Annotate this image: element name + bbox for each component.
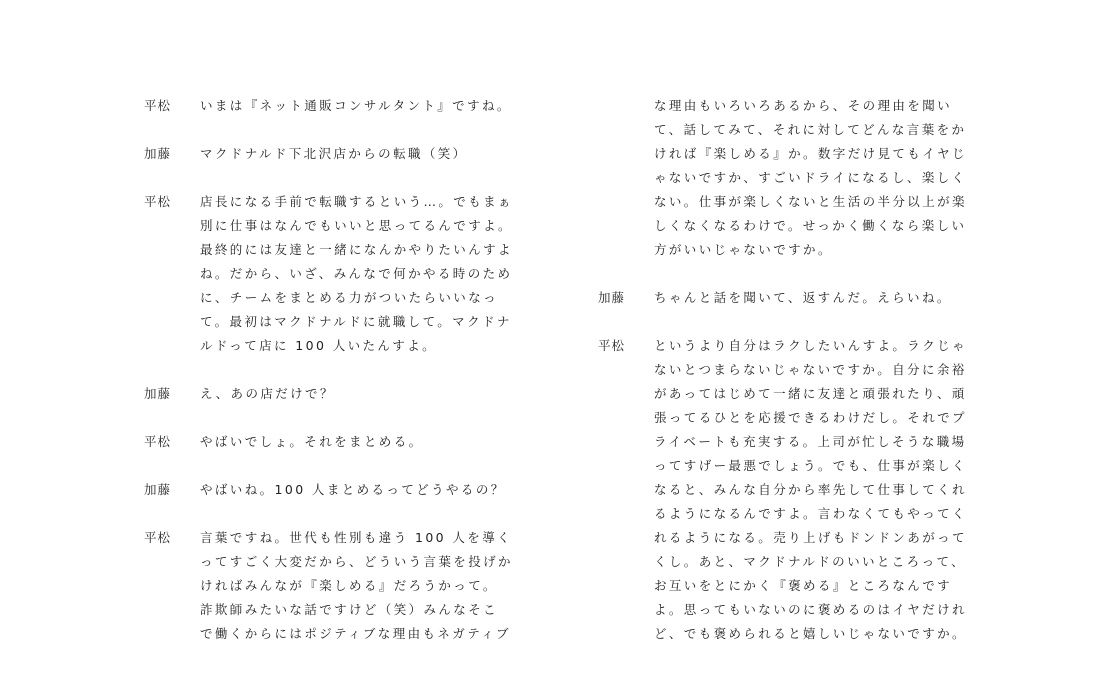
dialogue-line: れるようになる。売り上げもドンドンあがって [654, 530, 967, 545]
left-column [144, 94, 513, 646]
paragraph-spacer [144, 166, 504, 190]
dialogue-line: ければ『楽しめる』か。数字だけ見てもイヤじ [654, 146, 967, 161]
dialogue-line: 別に仕事はなんでもいいと思ってるんですよ。 [200, 218, 513, 233]
dialogue-line: 張ってるひとを応援できるわけだし。それでプ [654, 410, 967, 425]
dialogue-entry [144, 382, 504, 406]
dialogue-line: ライベートも充実する。上司が忙しそうな職場 [654, 434, 967, 449]
speaker-name: 加藤 [144, 386, 172, 401]
dialogue-line: くし。あと、マクドナルドのいいところって、 [654, 554, 967, 569]
dialogue-text [200, 478, 506, 502]
dialogue-line: 店長になる手前で転職するという…。でもまぁ [200, 194, 513, 209]
speaker-name: 平松 [144, 98, 172, 113]
dialogue-line: て。最初はマクドナルドに就職して。マクドナ [200, 314, 512, 329]
speaker-name: 加藤 [144, 482, 172, 497]
dialogue-line: で働くからにはポジティブな理由もネガティブ [200, 626, 511, 641]
dialogue-entry [144, 142, 504, 166]
dialogue-line: お互いをとにかく『褒める』ところなんです [654, 578, 953, 593]
speaker-name: 平松 [144, 530, 172, 545]
dialogue-line: ない。仕事が楽しくないと生活の半分以上が楽 [654, 194, 967, 209]
dialogue-line: 方がいいじゃないですか。 [654, 242, 833, 257]
paragraph-spacer [144, 118, 504, 142]
dialogue-text [200, 526, 513, 646]
dialogue-entry [144, 94, 512, 118]
dialogue-text [200, 94, 512, 118]
right-column [598, 94, 967, 646]
paragraph-spacer [144, 454, 504, 478]
paragraph-spacer [144, 502, 504, 526]
dialogue-text [200, 190, 513, 358]
dialogue-line: ど、でも褒められると嬉しいじゃないですか。 [654, 626, 967, 641]
speaker-name: 加藤 [598, 290, 626, 305]
dialogue-entry [144, 526, 513, 646]
dialogue-line: ければみんなが『楽しめる』だろうかって。 [200, 578, 498, 593]
speaker-name: 平松 [598, 338, 626, 353]
paragraph-spacer [144, 358, 504, 382]
dialogue-line: よ。思ってもいないのに褒めるのはイヤだけれ [654, 602, 967, 617]
dialogue-entry [144, 478, 504, 502]
dialogue-line: え、あの店だけで？ [200, 386, 335, 401]
paragraph-spacer [144, 406, 504, 430]
dialogue-text [200, 142, 504, 166]
dialogue-entry [598, 94, 967, 262]
dialogue-line: しくなくなるわけで。せっかく働くなら楽しい [654, 218, 967, 233]
dialogue-line: ね。だから、いざ、みんなで何かやる時のため [200, 266, 513, 281]
dialogue-entry [144, 430, 504, 454]
speaker-name: 加藤 [144, 146, 172, 161]
dialogue-line: な理由もいろいろあるから、その理由を聞い [654, 98, 953, 113]
dialogue-line: に、チームをまとめる力がついたらいいなっ [200, 290, 499, 305]
dialogue-line: 最終的には友達と一緒になんかやりたいんすよ [200, 242, 513, 257]
dialogue-line: ゃないですか、すごいドライになるし、楽しく [654, 170, 967, 185]
dialogue-text [654, 334, 967, 646]
dialogue-line: なると、みんな自分から率先して仕事してくれ [654, 482, 967, 497]
dialogue-line: いまは『ネット通販コンサルタント』ですね。 [200, 98, 512, 113]
dialogue-entry [598, 334, 967, 646]
dialogue-entry [598, 286, 958, 310]
dialogue-line: やばいでしょ。それをまとめる。 [200, 434, 424, 449]
dialogue-line: があってはじめて一緒に友達と頑張れたり、頑 [654, 386, 967, 401]
dialogue-entry [144, 190, 513, 358]
dialogue-line: 言葉ですね。世代も性別も違う 100 人を導く [200, 530, 513, 545]
dialogue-line: ちゃんと話を聞いて、返すんだ。えらいね。 [654, 290, 952, 305]
speaker-name: 平松 [144, 194, 172, 209]
dialogue-line: るようになるんですよ。言わなくてもやってく [654, 506, 967, 521]
dialogue-line: というより自分はラクしたいんすよ。ラクじゃ [654, 338, 967, 353]
dialogue-text [200, 430, 504, 454]
speaker-name: 平松 [144, 434, 172, 449]
dialogue-line: ないとつまらないじゃないですか。自分に余裕 [654, 362, 967, 377]
dialogue-text [654, 286, 958, 310]
dialogue-line: 詐欺師みたいな話ですけど（笑）みんなそこ [200, 602, 499, 617]
dialogue-line: ってすごく大変だから、どういう言葉を投げか [200, 554, 513, 569]
dialogue-line: ってすげー最悪でしょう。でも、仕事が楽しく [654, 458, 967, 473]
dialogue-line: マクドナルド下北沢店からの転職（笑） [200, 146, 468, 161]
paragraph-spacer [598, 262, 958, 286]
dialogue-line: て、話してみて、それに対してどんな言葉をか [654, 122, 967, 137]
dialogue-line: ルドって店に 100 人いたんすよ。 [200, 338, 438, 353]
paragraph-spacer [598, 310, 958, 334]
dialogue-text [654, 94, 967, 262]
dialogue-text [200, 382, 504, 406]
dialogue-line: やばいね。100 人まとめるってどうやるの？ [200, 482, 506, 497]
